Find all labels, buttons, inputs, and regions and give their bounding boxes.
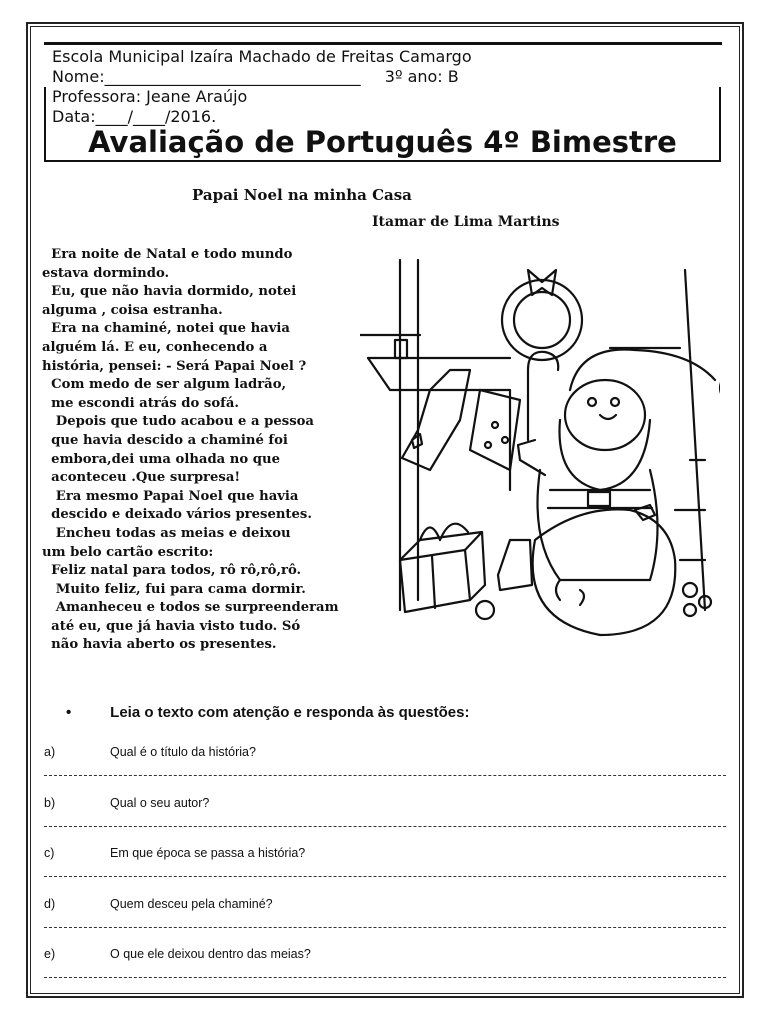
story-line: Encheu todas as meias e deixou — [42, 525, 291, 541]
answer-line[interactable] — [44, 826, 726, 827]
school-name: Escola Municipal Izaíra Machado de Freitas Camargo — [52, 47, 472, 66]
grade-label: 3º ano: B — [384, 67, 459, 86]
question-letter: c) — [44, 846, 55, 860]
teacher-name: Professora: Jeane Araújo — [52, 87, 248, 106]
story-author: Itamar de Lima Martins — [372, 214, 560, 230]
name-field — [52, 67, 459, 87]
story-line: me escondi atrás do sofá. — [42, 395, 239, 411]
story-line: um belo cartão escrito: — [42, 544, 214, 560]
instruction-text: Leia o texto com atenção e responda às questões: — [110, 704, 470, 721]
bullet: • — [66, 704, 72, 721]
story-line: Muito feliz, fui para cama dormir. — [42, 581, 306, 597]
story-line: Feliz natal para todos, rô rô,rô,rô. — [42, 563, 302, 579]
answer-line[interactable] — [44, 876, 726, 877]
story-line: Amanheceu e todos se surpreenderam — [42, 600, 339, 616]
question-row — [44, 796, 209, 810]
story-line: história, pensei: - Será Papai Noel ? — [42, 358, 307, 374]
question-row — [44, 947, 311, 961]
story-text — [42, 246, 402, 655]
story-line: Era noite de Natal e todo mundo — [42, 247, 293, 262]
story-line: não havia aberto os presentes. — [42, 637, 277, 653]
header-top-rule — [44, 42, 722, 45]
question-letter: d) — [44, 896, 56, 911]
question-text: O que ele deixou dentro das meias? — [110, 947, 311, 961]
story-line: embora,dei uma olhada no que — [42, 451, 280, 467]
page-title: Avaliação de Português 4º Bimestre — [88, 125, 677, 159]
question-text: Qual é o título da história? — [110, 745, 256, 759]
name-label: Nome:________________________________ — [52, 67, 361, 86]
question-row — [44, 846, 305, 860]
story-line: aconteceu .Que surpresa! — [42, 470, 241, 486]
answer-line[interactable] — [44, 927, 726, 928]
question-letter: b) — [44, 795, 56, 810]
story-line: que havia descido a chaminé foi — [42, 432, 288, 448]
story-line: estava dormindo. — [42, 265, 170, 281]
story-line: Com medo de ser algum ladrão, — [42, 377, 287, 393]
story-line: alguma , coisa estranha. — [42, 302, 223, 318]
question-text: Em que época se passa a história? — [110, 846, 306, 860]
instruction — [66, 704, 469, 721]
answer-line[interactable] — [44, 775, 726, 776]
question-letter: e) — [44, 947, 56, 961]
story-line: Era na chaminé, notei que havia — [42, 321, 290, 337]
question-letter: a) — [44, 745, 56, 759]
santa-claus-illustration — [360, 240, 720, 660]
story-line: Era mesmo Papai Noel que havia — [42, 488, 299, 504]
story-line: alguém lá. E eu, conhecendo a — [42, 339, 268, 355]
answer-line[interactable] — [44, 977, 726, 978]
question-row — [44, 897, 273, 911]
story-line: Eu, que não havia dormido, notei — [42, 284, 297, 300]
date-field: Data:____/____/2016. — [52, 107, 217, 126]
question-text: Quem desceu pela chaminé? — [110, 896, 273, 911]
story-line: até eu, que já havia visto tudo. Só — [42, 618, 301, 634]
story-line: descido e deixado vários presentes. — [42, 507, 312, 523]
story-line: Depois que tudo acabou e a pessoa — [42, 414, 314, 430]
question-row — [44, 745, 256, 759]
story-title: Papai Noel na minha Casa — [192, 186, 412, 204]
question-text: Qual o seu autor? — [110, 795, 210, 810]
